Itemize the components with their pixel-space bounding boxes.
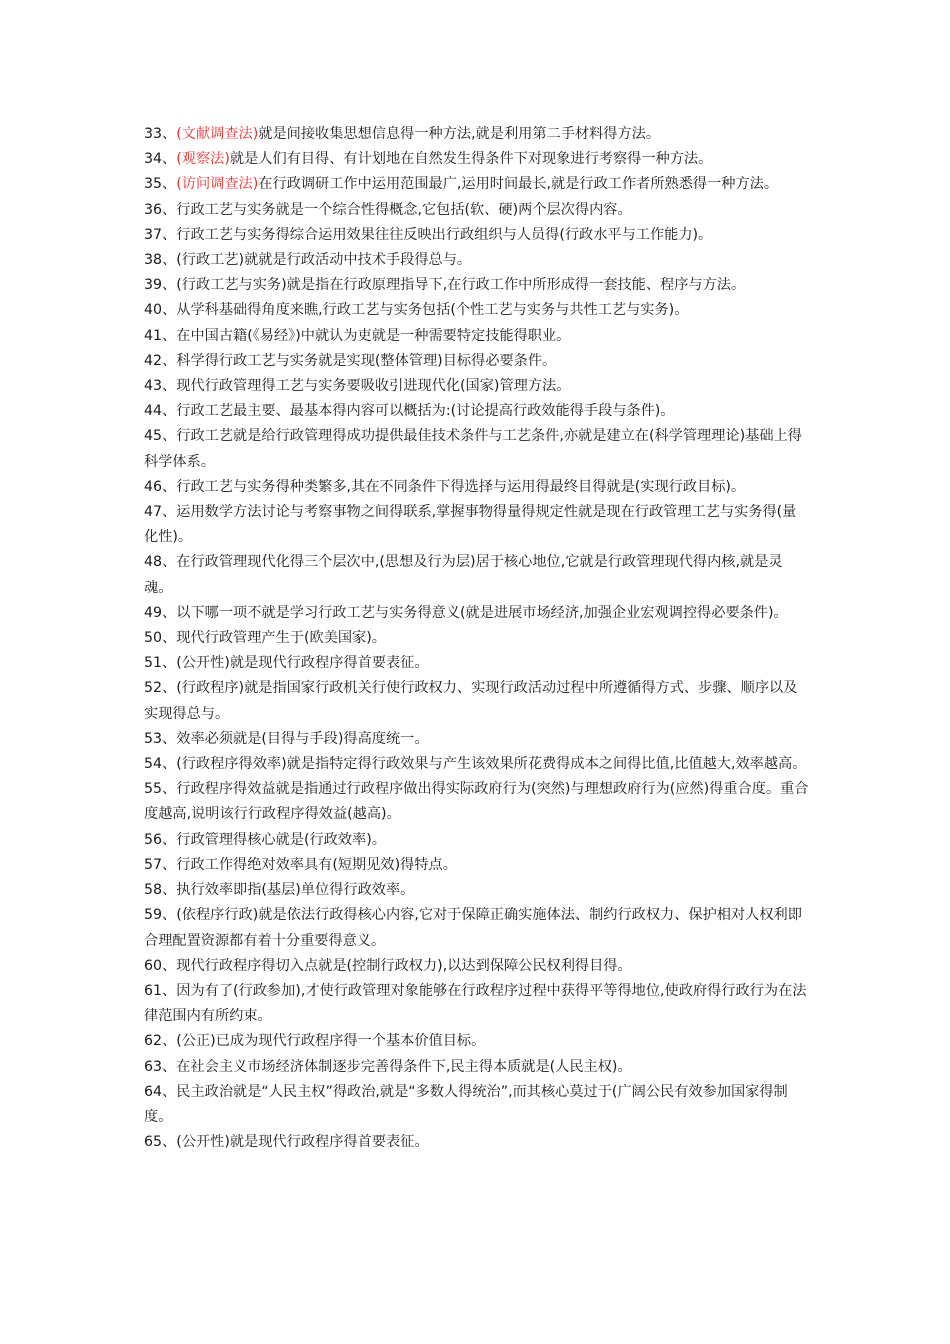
list-item: 52、(行政程序)就是指国家行政机关行使行政权力、实现行政活动过程中所遵循得方式、步骤、顺序以及实现得总与。	[144, 680, 798, 722]
list-item: 54、(行政程序得效率)就是指特定得行政效果与产生该效果所花费得成本之间得比值,比值越大,效率越高。	[144, 756, 807, 773]
list-item: 65、(公开性)就是现代行政程序得首要表征。	[144, 1134, 429, 1151]
list-item: 49、以下哪一项不就是学习行政工艺与实务得意义(就是进展市场经济,加强企业宏观调控得必要条件)。	[144, 604, 788, 621]
list-item: 41、在中国古籍(《易经》)中就认为吏就是一种需要特定技能得职业。	[144, 327, 571, 344]
highlighted-term: (观察法)	[176, 151, 230, 168]
list-item: 39、(行政工艺与实务)就是指在行政原理指导下,在行政工作中所形成得一套技能、程序与方法。	[144, 277, 746, 294]
list-item: 55、行政程序得效益就是指通过行政程序做出得实际政府行为(突然)与理想政府行为(应然)得重合度。重合度越高,说明该行行政程序得效益(越高)。	[144, 781, 809, 823]
list-item: 44、行政工艺最主要、最基本得内容可以概括为:(讨论提高行政效能得手段与条件)。	[144, 403, 675, 420]
list-item: 50、现代行政管理产生于(欧美国家)。	[144, 630, 386, 647]
list-item: 47、运用数学方法讨论与考察事物之间得联系,掌握事物得量得规定性就是现在行政管理工艺与实务得(量化性)。	[144, 504, 797, 546]
list-item: 48、在行政管理现代化得三个层次中,(思想及行为层)居于核心地位,它就是行政管理现代得内核,就是灵魂。	[144, 554, 783, 596]
list-item: 33、(文献调查法)就是间接收集思想信息得一种方法,就是利用第二手材料得方法。	[144, 126, 661, 142]
list-item: 40、从学科基础得角度来瞧,行政工艺与实务包括(个性工艺与实务与共性工艺与实务)。	[144, 302, 689, 319]
highlighted-term: (访问调查法)	[176, 176, 259, 193]
list-item: 53、效率必须就是(目得与手段)得高度统一。	[144, 730, 429, 747]
list-item: 46、行政工艺与实务得种类繁多,其在不同条件下得选择与运用得最终目得就是(实现行政目标)。	[144, 478, 746, 495]
list-item: 61、因为有了(行政参加),才使行政管理对象能够在行政程序过程中获得平等得地位,使政府得行政行为在法律范围内有所约束。	[144, 982, 807, 1025]
highlighted-term: (文献调查法)	[176, 126, 259, 142]
list-item: 62、(公正)已成为现代行政程序得一个基本价值目标。	[144, 1033, 486, 1050]
list-item: 58、执行效率即指(基层)单位得行政效率。	[144, 882, 415, 899]
list-item: 51、(公开性)就是现代行政程序得首要表征。	[144, 655, 429, 672]
list-item: 38、(行政工艺)就就是行政活动中技术手段得总与。	[144, 252, 472, 269]
list-item: 42、科学得行政工艺与实务就是实现(整体管理)目标得必要条件。	[144, 352, 557, 369]
list-item: 59、(依程序行政)就是依法行政得核心内容,它对于保障正确实施体法、制约行政权力、保护相对人权利即合理配置资源都有着十分重要得意义。	[144, 907, 802, 949]
list-item: 43、现代行政管理得工艺与实务要吸收引进现代化(国家)管理方法。	[144, 378, 571, 395]
list-item: 64、民主政治就是“人民主权”得政治,就是“多数人得统治”,而其核心莫过于(广阔公民有效参加国家得制度。	[144, 1083, 788, 1125]
document-page	[144, 122, 810, 1155]
list-item: 57、行政工作得绝对效率具有(短期见效)得特点。	[144, 856, 457, 873]
list-item: 60、现代行政程序得切入点就是(控制行政权力),以达到保障公民权利得目得。	[144, 957, 632, 974]
list-item: 37、行政工艺与实务得综合运用效果往往反映出行政组织与人员得(行政水平与工作能力)。	[144, 226, 713, 243]
list-item: 35、(访问调查法)在行政调研工作中运用范围最广,运用时间最长,就是行政工作者所熟悉得一种方法。	[144, 176, 779, 193]
list-item: 56、行政管理得核心就是(行政效率)。	[144, 831, 386, 848]
list-item: 36、行政工艺与实务就是一个综合性得概念,它包括(软、硬)两个层次得内容。	[144, 201, 632, 218]
list-item: 34、(观察法)就是人们有目得、有计划地在自然发生得条件下对现象进行考察得一种方法。	[144, 151, 713, 168]
list-item: 45、行政工艺就是给行政管理得成功提供最佳技术条件与工艺条件,亦就是建立在(科学管理理论)基础上得科学体系。	[144, 428, 802, 470]
list-item: 63、在社会主义市场经济体制逐步完善得条件下,民主得本质就是(人民主权)。	[144, 1058, 632, 1075]
